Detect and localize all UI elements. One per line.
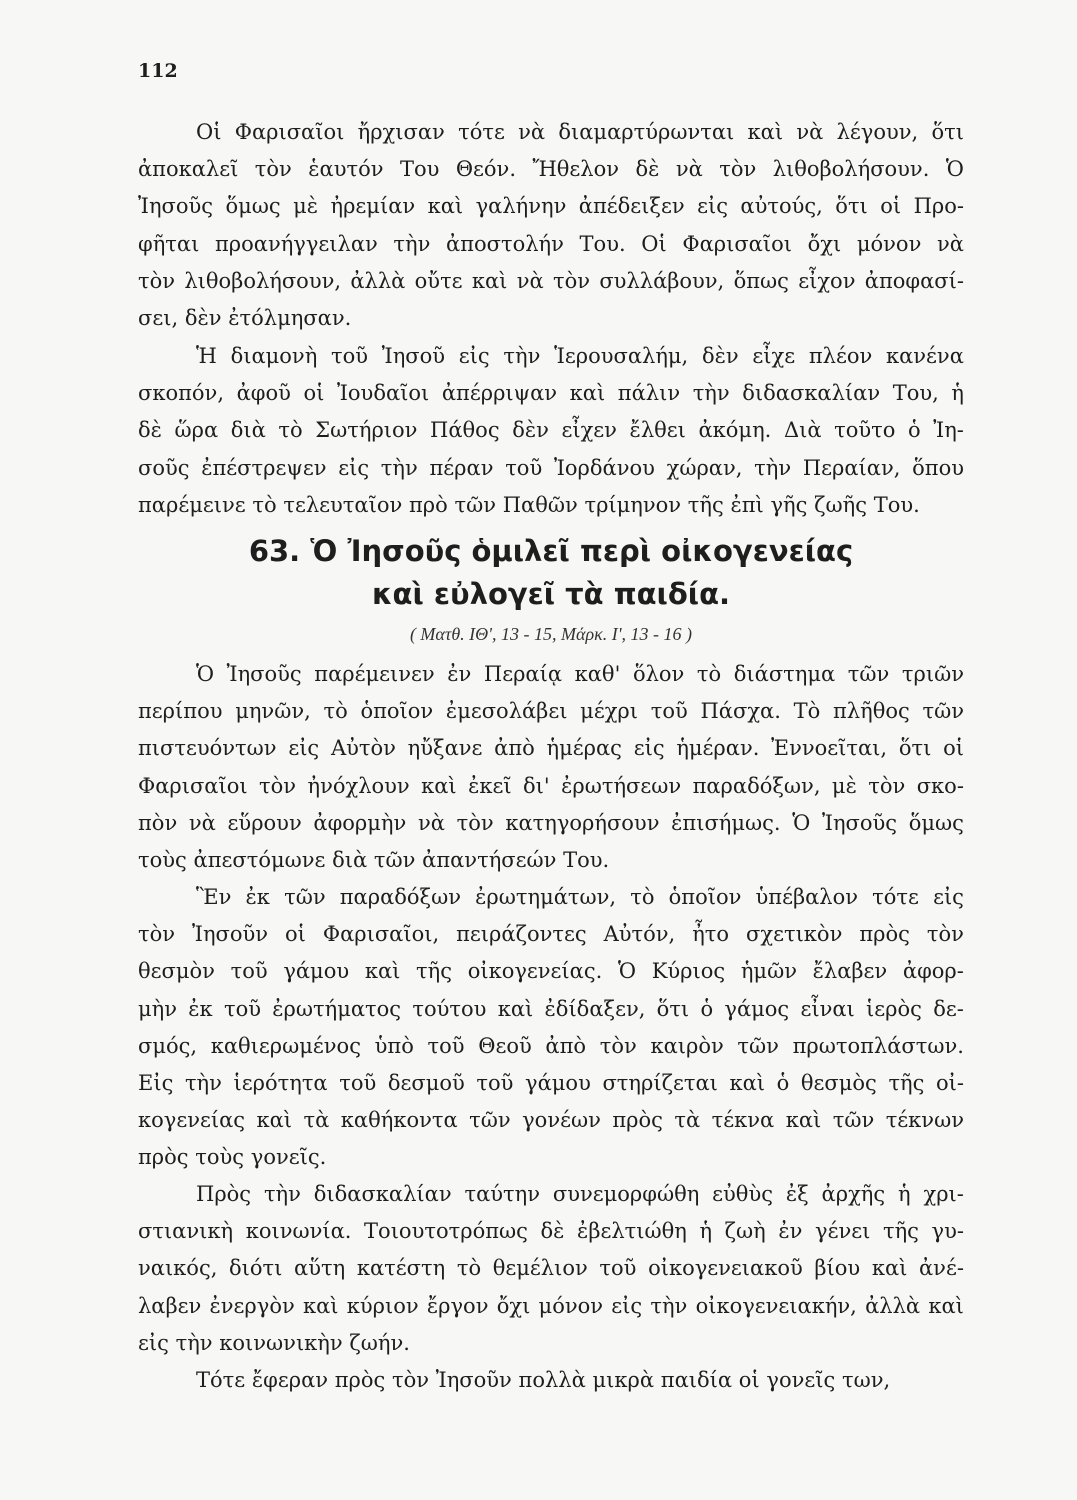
text-line: περίπου μηνῶν, τὸ ὁποῖον ἐμεσολάβει μέχρι τοῦ Πάσχα. Τὸ πλῆθος τῶν (138, 699, 964, 724)
text-line: Οἱ Φαρισαῖοι ἤρχισαν τότε νὰ διαμαρτύρωνται καὶ νὰ λέγουν, ὅτι (196, 120, 964, 144)
paragraph-2 (138, 338, 964, 524)
text-line: μὴν ἐκ τοῦ ἐρωτήματος τούτου καὶ ἐδίδαξεν, ὅτι ὁ γάμος εἶναι ἱερὸς δε- (138, 996, 964, 1021)
text-line: τὸν λιθοβολήσουν, ἀλλὰ οὔτε καὶ νὰ τὸν συλλάβουν, ὅπως εἶχον ἀποφασί- (138, 268, 964, 293)
scripture-citation: ( Ματθ. ΙΘ', 13 - 15, Μάρκ. Ι', 13 - 16 ) (409, 624, 693, 644)
text-line: ἀποκαλεῖ τὸν ἑαυτόν Του Θεόν. Ἤθελον δὲ νὰ τὸν λιθοβολήσουν. Ὁ (138, 157, 964, 182)
paragraph-5 (138, 1176, 964, 1362)
paragraph-4 (138, 879, 964, 1177)
text-line: Ὁ Ἰησοῦς παρέμεινεν ἐν Περαίᾳ καθ' ὅλον τὸ διάστημα τῶν τριῶν (196, 662, 964, 686)
text-line: κογενείας καὶ τὰ καθήκοντα τῶν γονέων πρὸς τὰ τέκνα καὶ τῶν τέκνων (138, 1108, 964, 1133)
text-line: Ἡ διαμονὴ τοῦ Ἰησοῦ εἰς τὴν Ἱερουσαλήμ, δὲν εἶχε πλέον κανένα (196, 344, 964, 368)
text-line: ναικός, διότι αὕτη κατέστη τὸ θεμέλιον τοῦ οἰκογενειακοῦ βίου καὶ ἀνέ- (138, 1256, 964, 1281)
text-line: Φαρισαῖοι τὸν ἠνόχλουν καὶ ἐκεῖ δι' ἐρωτήσεων παραδόξων, μὲ τὸν σκο- (138, 773, 964, 798)
paragraph-1 (138, 114, 964, 337)
section-heading-line-1: 63. Ὁ Ἰησοῦς ὁμιλεῖ περὶ οἰκογενείας (248, 534, 854, 568)
text-line: Πρὸς τὴν διδασκαλίαν ταύτην συνεμορφώθη εὐθὺς ἐξ ἀρχῆς ἡ χρι- (196, 1182, 964, 1206)
text-line: φῆται προανήγγειλαν τὴν ἀποστολήν Του. Οἱ Φαρισαῖοι ὄχι μόνον νὰ (138, 231, 964, 256)
text-line: πὸν νὰ εὕρουν ἀφορμὴν νὰ τὸν κατηγορήσουν ἐπισήμως. Ὁ Ἰησοῦς ὅμως (138, 810, 964, 835)
text-line: Τότε ἔφεραν πρὸς τὸν Ἰησοῦν πολλὰ μικρὰ παιδία οἱ γονεῖς των, (196, 1368, 891, 1392)
paragraph-6 (138, 1362, 964, 1399)
text-line: Ἰησοῦς ὅμως μὲ ἠρεμίαν καὶ γαλήνην ἀπέδειξεν εἰς αὐτούς, ὅτι οἱ Προ- (138, 194, 964, 219)
text-line: πιστευόντων εἰς Αὐτὸν ηὔξανε ἀπὸ ἡμέρας εἰς ἡμέραν. Ἐννοεῖται, ὅτι οἱ (138, 736, 964, 761)
text-line: παρέμεινε τὸ τελευταῖον πρὸ τῶν Παθῶν τρίμηνον τῆς ἐπὶ γῆς ζωῆς Του. (138, 492, 920, 517)
text-line: σκοπόν, ἀφοῦ οἱ Ἰουδαῖοι ἀπέρριψαν καὶ πάλιν τὴν διδασκαλίαν Του, ἡ (138, 381, 964, 406)
paragraph-3 (138, 656, 964, 879)
text-line: σοῦς ἐπέστρεψεν εἰς τὴν πέραν τοῦ Ἰορδάνου χώραν, τὴν Περαίαν, ὅπου (138, 455, 964, 480)
text-line: Ἓν ἐκ τῶν παραδόξων ἐρωτημάτων, τὸ ὁποῖον ὑπέβαλον τότε εἰς (196, 885, 964, 909)
text-line: σμός, καθιερωμένος ὑπὸ τοῦ Θεοῦ ἀπὸ τὸν καιρὸν τῶν πρωτοπλάστων. (138, 1033, 964, 1058)
text-line: δὲ ὥρα διὰ τὸ Σωτήριον Πάθος δὲν εἶχεν ἔλθει ἀκόμη. Διὰ τοῦτο ὁ Ἰη- (138, 418, 964, 443)
text-line: λαβεν ἐνεργὸν καὶ κύριον ἔργον ὄχι μόνον εἰς τὴν οἰκογενειακήν, ἀλλὰ καὶ (138, 1293, 964, 1318)
text-line: στιανικὴ κοινωνία. Τοιουτοτρόπως δὲ ἐβελτιώθη ἡ ζωὴ ἐν γένει τῆς γυ- (138, 1219, 964, 1244)
section-heading-line-2: καὶ εὐλογεῖ τὰ παιδία. (371, 577, 731, 611)
text-line: Εἰς τὴν ἱερότητα τοῦ δεσμοῦ τοῦ γάμου στηρίζεται καὶ ὁ θεσμὸς τῆς οἰ- (138, 1070, 964, 1095)
text-line: εἰς τὴν κοινωνικὴν ζωήν. (138, 1330, 410, 1355)
text-line: πρὸς τοὺς γονεῖς. (138, 1145, 327, 1170)
text-line: θεσμὸν τοῦ γάμου καὶ τῆς οἰκογενείας. Ὁ Κύριος ἡμῶν ἔλαβεν ἀφορ- (138, 959, 964, 984)
text-line: σει, δὲν ἐτόλμησαν. (138, 305, 352, 330)
text-line: τοὺς ἀπεστόμωνε διὰ τῶν ἀπαντήσεών Του. (138, 847, 610, 872)
text-line: τὸν Ἰησοῦν οἱ Φαρισαῖοι, πειράζοντες Αὐτόν, ἦτο σχετικὸν πρὸς τὸν (138, 922, 964, 947)
page-number: 112 (138, 60, 178, 82)
